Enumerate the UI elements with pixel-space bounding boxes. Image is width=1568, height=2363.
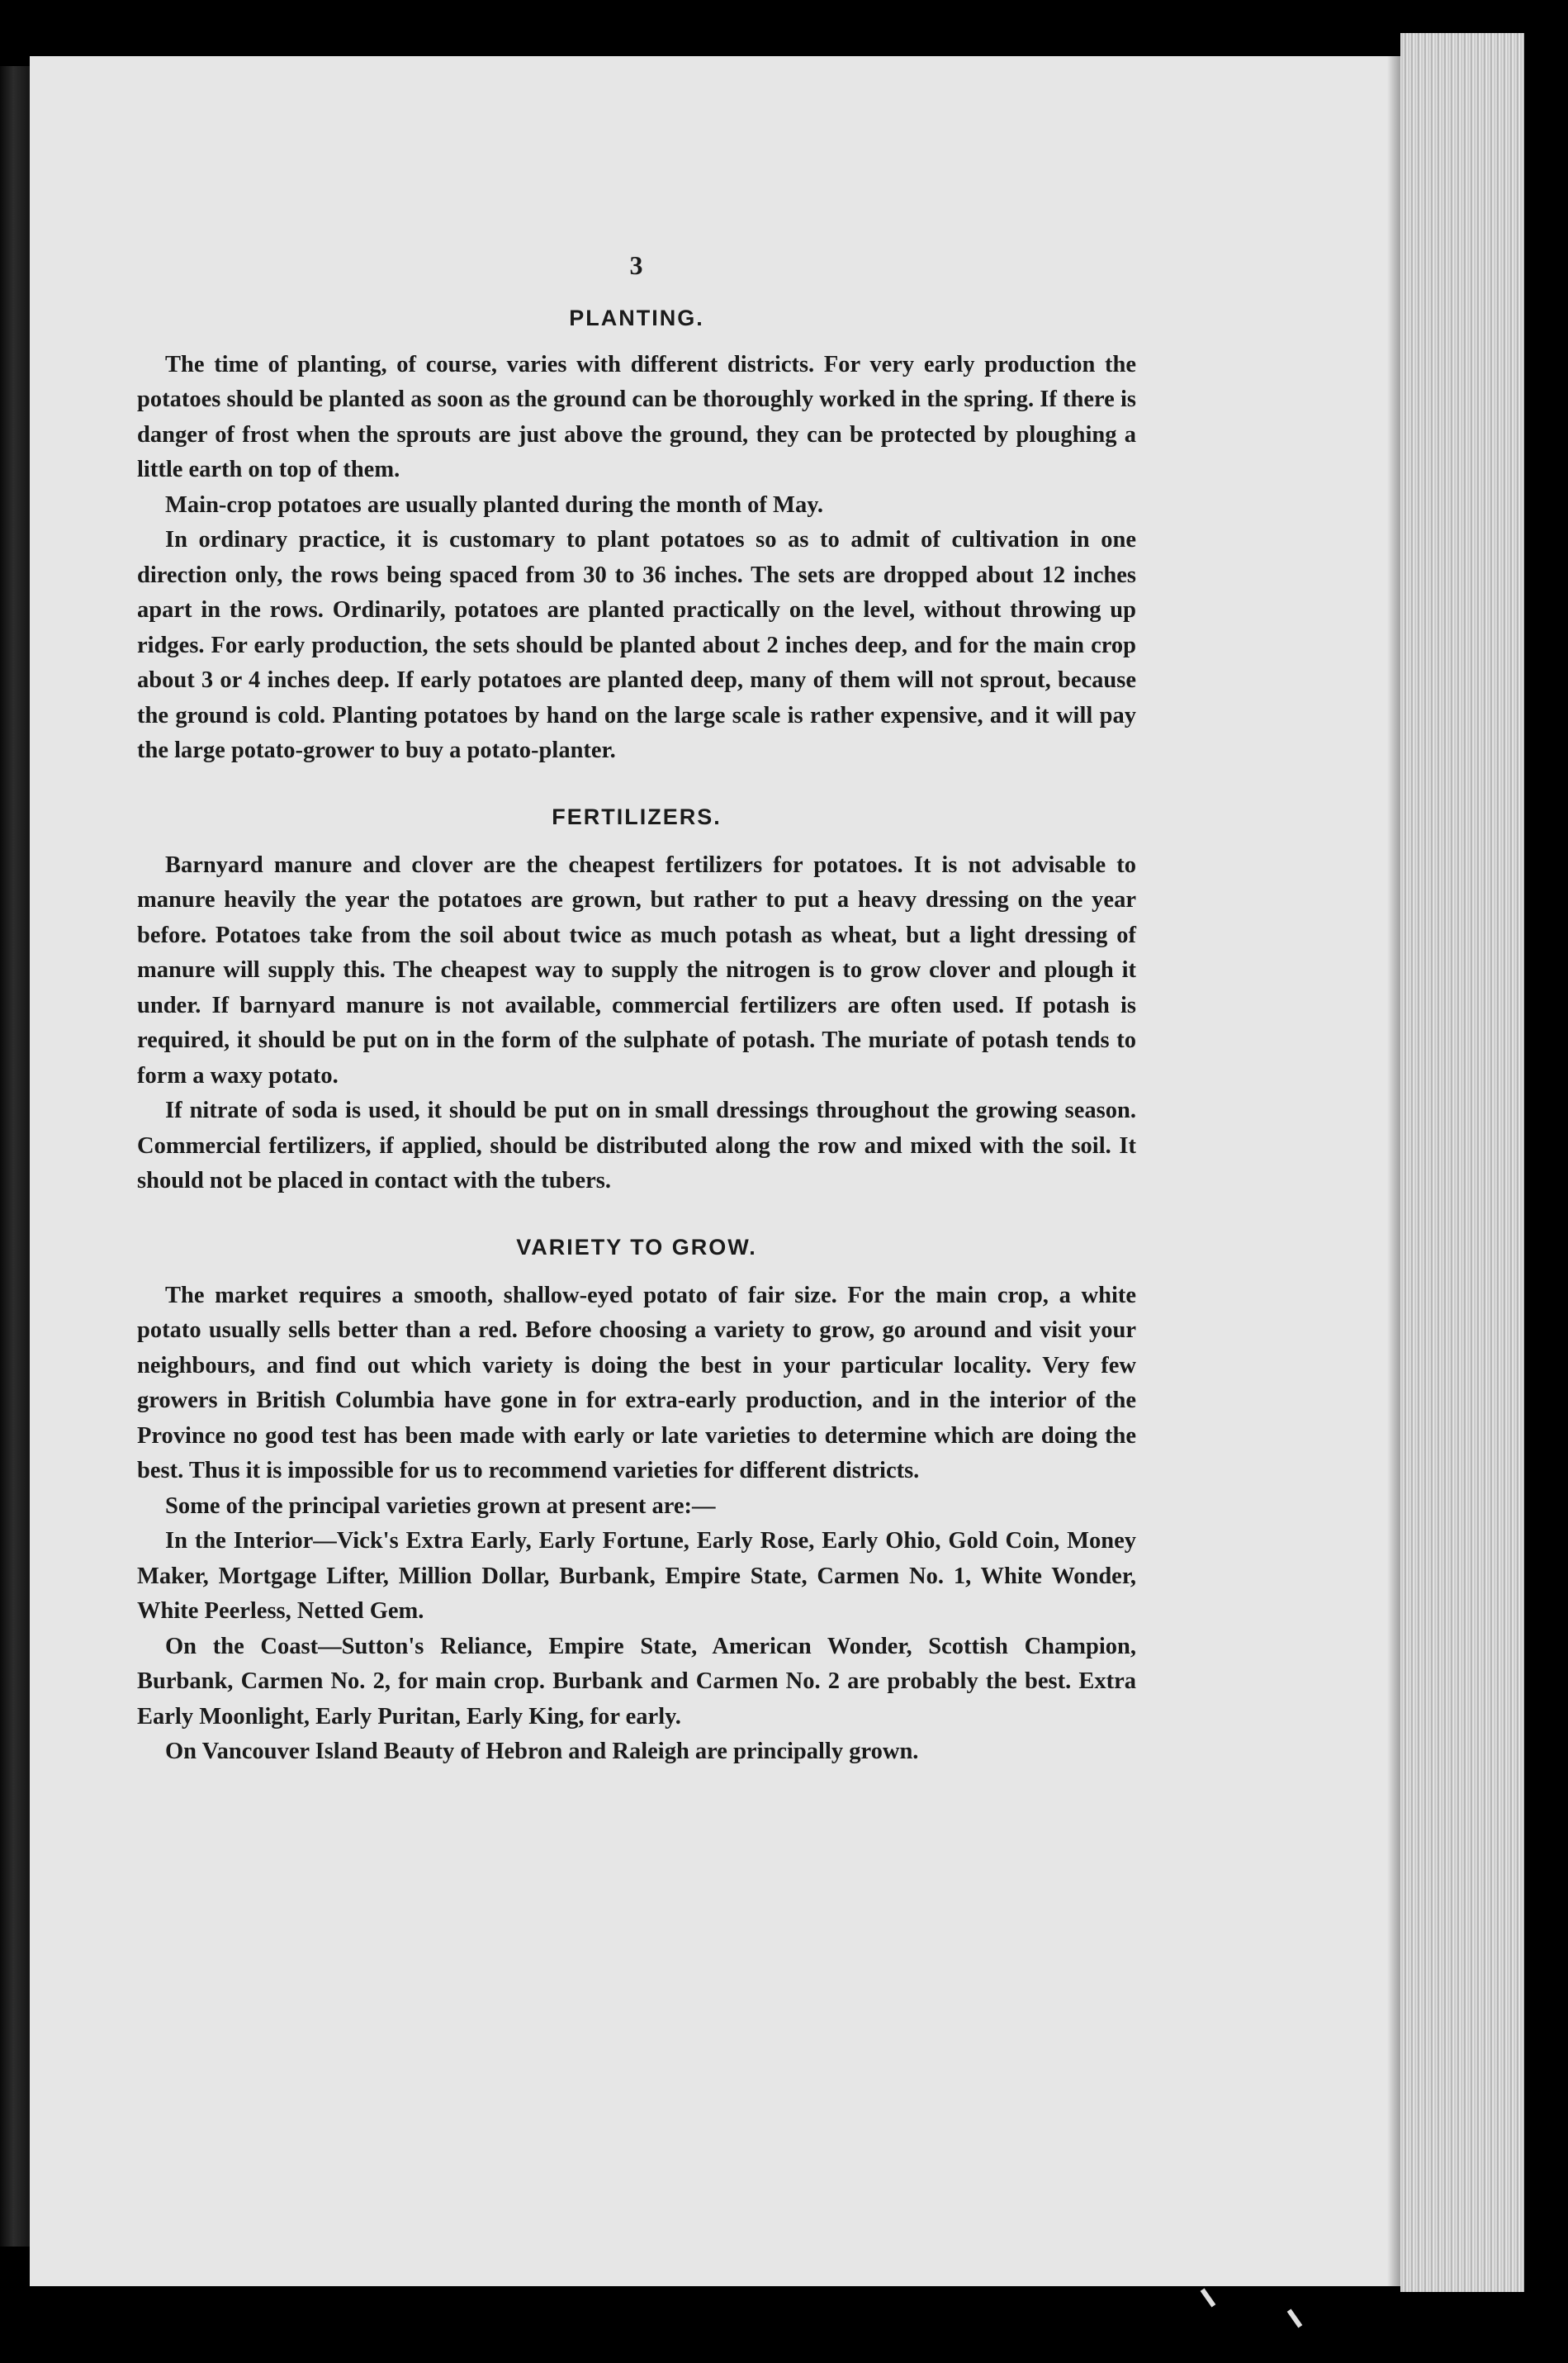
paragraph: The time of planting, of course, varies with different districts. For very early production the potatoes should be planted as soon as the ground can be thoroughly worked in the spring. If there is danger of frost when the sprouts are just above the ground, they can be protected by ploughing a little earth on top of them.	[137, 351, 1136, 482]
book-spine-edge	[0, 66, 30, 2247]
paragraph: Some of the principal varieties grown at present are:—	[165, 1492, 716, 1519]
paragraph: On Vancouver Island Beauty of Hebron and Raleigh are principally grown.	[165, 1739, 919, 1764]
paragraph: The market requires a smooth, shallow-eyed potato of fair size. For the main crop, a white potato usually sells better than a red. Before choosing a variety to grow, go around and visit your neighbours, and find out which variety is doing the best in your particular locality. Very few growers in British Columbia have gone in for extra-early production, and in the interior of the Province no good test has been made with early or late varieties to determine which are doing the best. Thus it is impossible for us to recommend varieties for different districts.	[137, 1282, 1136, 1483]
paragraph: On the Coast—Sutton's Reliance, Empire State, American Wonder, Scottish Champion, Burbank, Carmen No. 2, for main crop. Burbank and Carmen No. 2 are probably the best. Extra Early Moonlight, Early Puritan, Early King, for early.	[137, 1633, 1136, 1730]
paragraph: In ordinary practice, it is customary to plant potatoes so as to admit of cultivation in one direction only, the rows being spaced from 30 to 36 inches. The sets are dropped about 12 inches apart in the rows. Ordinarily, potatoes are planted practically on the level, without throwing up ridges. For early production, the sets should be planted about 2 inches deep, and for the main crop about 3 or 4 inches deep. If early potatoes are planted deep, many of them will not sprout, because the ground is cold. Planting potatoes by hand on the large scale is rather expensive, and it will pay the large potato-grower to buy a potato-planter.	[137, 527, 1136, 763]
paragraph: Main-crop potatoes are usually planted during the month of May.	[165, 491, 823, 518]
page-stack-edge	[1400, 33, 1524, 2292]
scan-artifact	[1201, 2288, 1216, 2307]
scan-artifact	[1287, 2308, 1303, 2327]
section-planting	[137, 303, 1136, 769]
section-heading: VARIETY TO GROW.	[516, 1234, 757, 1260]
section-fertilizers	[137, 802, 1136, 1199]
page-number: 3	[629, 250, 644, 280]
section-heading: PLANTING.	[569, 305, 704, 330]
paragraph: If nitrate of soda is used, it should be put on in small dressings throughout the growing season. Commercial fertilizers, if applied, should be distributed along the row and mixed with the soil. It should not be placed in contact with the tubers.	[137, 1098, 1136, 1193]
paragraph: In the Interior—Vick's Extra Early, Early Fortune, Early Rose, Early Ohio, Gold Coin, Money Maker, Mortgage Lifter, Million Dollar, Burbank, Empire State, Carmen No. 1, White Wonder, White Peerless, Netted Gem.	[137, 1528, 1136, 1624]
page-content	[137, 248, 1136, 1770]
section-heading: FERTILIZERS.	[552, 804, 722, 829]
paragraph: Barnyard manure and clover are the cheapest fertilizers for potatoes. It is not advisable to manure heavily the year the potatoes are grown, but rather to put a heavy dressing on the year before. Potatoes take from the soil about twice as much potash as wheat, but a light dressing of manure will supply this. The cheapest way to supply the nitrogen is to grow clover and plough it under. If barnyard manure is not available, commercial fertilizers are often used. If potash is required, it should be put on in the form of the sulphate of potash. The muriate of potash tends to form a waxy potato.	[137, 852, 1136, 1089]
section-variety	[137, 1232, 1136, 1770]
